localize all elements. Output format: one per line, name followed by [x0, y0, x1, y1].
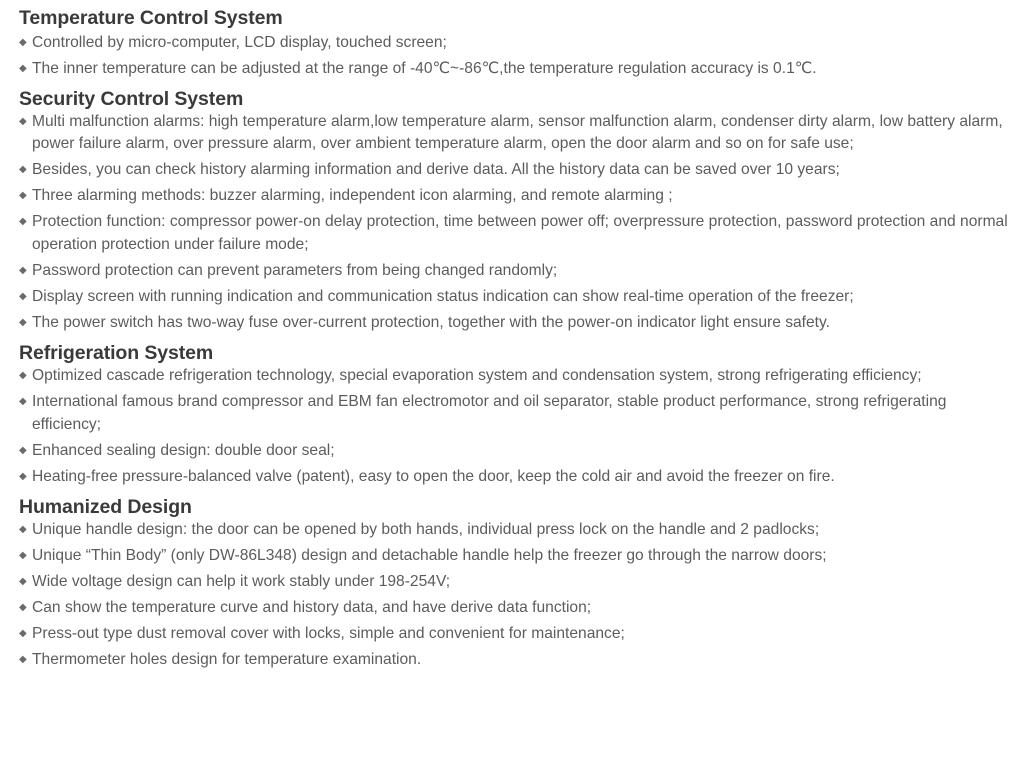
feature-list: [19, 32, 1019, 81]
list-item-text: The power switch has two-way fuse over-current protection, together with the power-on indicator light ensure safety.: [32, 313, 830, 331]
list-item-text: Press-out type dust removal cover with locks, simple and convenient for maintenance;: [32, 625, 625, 642]
list-item-text: Can show the temperature curve and history data, and have derive data function;: [32, 599, 592, 616]
list-item-text: The inner temperature can be adjusted at the range of -40℃~-86℃,the temperature regulation accuracy is 0.1℃.: [32, 60, 817, 77]
section-refrigeration: [19, 341, 1019, 488]
list-item-text: Protection function: compressor power-on delay protection, time between power off; overpressure protection, password protection and normal operation protection under failure mode;: [32, 213, 1008, 253]
section-security-control: [19, 87, 1019, 335]
diamond-bullet-icon: ◆: [19, 524, 27, 535]
list-item: [19, 466, 1019, 489]
diamond-bullet-icon: ◆: [19, 164, 27, 175]
list-item-text: Three alarming methods: buzzer alarming, independent icon alarming, and remote alarming ;: [32, 187, 673, 204]
list-item-text: Besides, you can check history alarming information and derive data. All the history data can be saved over 10 years;: [32, 161, 840, 178]
list-item: [19, 545, 1019, 568]
diamond-bullet-icon: ◆: [19, 370, 27, 381]
section-title: Security Control System: [19, 87, 244, 110]
list-item-text: Password protection can prevent parameters from being changed randomly;: [32, 261, 558, 279]
list-item: [19, 519, 1019, 542]
list-item: [19, 32, 1019, 55]
section-humanized-design: [19, 495, 1019, 672]
diamond-bullet-icon: ◆: [19, 115, 27, 127]
diamond-bullet-icon: ◆: [19, 470, 27, 482]
list-item-text: Display screen with running indication and communication status indication can show real-time operation of the freezer;: [32, 287, 854, 305]
list-item: [19, 159, 1019, 182]
list-item: [19, 312, 1019, 335]
list-item-text: Multi malfunction alarms: high temperature alarm,low temperature alarm, sensor malfunction alarm, condenser dirty alarm, low battery alarm, power failure alarm, over pressure alarm, over ambient temperature alarm, open the door alarm and so on for safe use;: [32, 112, 1003, 152]
feature-list: [19, 519, 1019, 672]
diamond-bullet-icon: ◆: [19, 628, 27, 639]
diamond-bullet-icon: ◆: [19, 576, 27, 587]
list-item-text: Controlled by micro-computer, LCD display, touched screen;: [32, 34, 447, 51]
list-item: [19, 211, 1019, 256]
list-item-text: Wide voltage design can help it work stably under 198-254V;: [32, 573, 451, 590]
section-temperature-control: [19, 6, 1019, 81]
list-item: [19, 623, 1019, 646]
diamond-bullet-icon: ◆: [19, 264, 27, 276]
feature-document: [19, 6, 1019, 675]
diamond-bullet-icon: ◆: [19, 37, 27, 48]
list-item: [19, 185, 1019, 208]
list-item: [19, 440, 1019, 463]
list-item: [19, 365, 1019, 388]
list-item: [19, 111, 1019, 156]
list-item: [19, 286, 1019, 309]
diamond-bullet-icon: ◆: [19, 444, 27, 456]
diamond-bullet-icon: ◆: [19, 190, 27, 201]
section-title: Temperature Control System: [19, 7, 283, 29]
diamond-bullet-icon: ◆: [19, 654, 27, 665]
diamond-bullet-icon: ◆: [19, 602, 27, 613]
section-title: Refrigeration System: [19, 342, 214, 364]
feature-list: [19, 365, 1019, 488]
list-item: [19, 649, 1019, 672]
list-item-text: Optimized cascade refrigeration technology, special evaporation system and condensation system, strong refrigerating efficiency;: [32, 367, 922, 384]
list-item: [19, 597, 1019, 620]
diamond-bullet-icon: ◆: [19, 396, 27, 407]
list-item: [19, 58, 1019, 81]
list-item: [19, 260, 1019, 283]
list-item-text: International famous brand compressor and EBM fan electromotor and oil separator, stable product performance, strong refrigerating efficiency;: [32, 393, 947, 433]
list-item-text: Unique “Thin Body” (only DW-86L348) design and detachable handle help the freezer go through the narrow doors;: [32, 547, 827, 564]
list-item-text: Unique handle design: the door can be opened by both hands, individual press lock on the handle and 2 padlocks;: [32, 521, 820, 538]
list-item-text: Heating-free pressure-balanced valve (patent), easy to open the door, keep the cold air and avoid the freezer on fire.: [32, 467, 835, 485]
list-item: [19, 391, 1019, 436]
list-item-text: Enhanced sealing design: double door seal;: [32, 441, 335, 459]
list-item: [19, 571, 1019, 594]
diamond-bullet-icon: ◆: [19, 63, 27, 74]
list-item-text: Thermometer holes design for temperature examination.: [32, 651, 422, 668]
diamond-bullet-icon: ◆: [19, 216, 27, 227]
feature-list: [19, 111, 1019, 335]
diamond-bullet-icon: ◆: [19, 316, 27, 328]
diamond-bullet-icon: ◆: [19, 550, 27, 561]
section-title: Humanized Design: [19, 496, 192, 518]
diamond-bullet-icon: ◆: [19, 290, 27, 302]
